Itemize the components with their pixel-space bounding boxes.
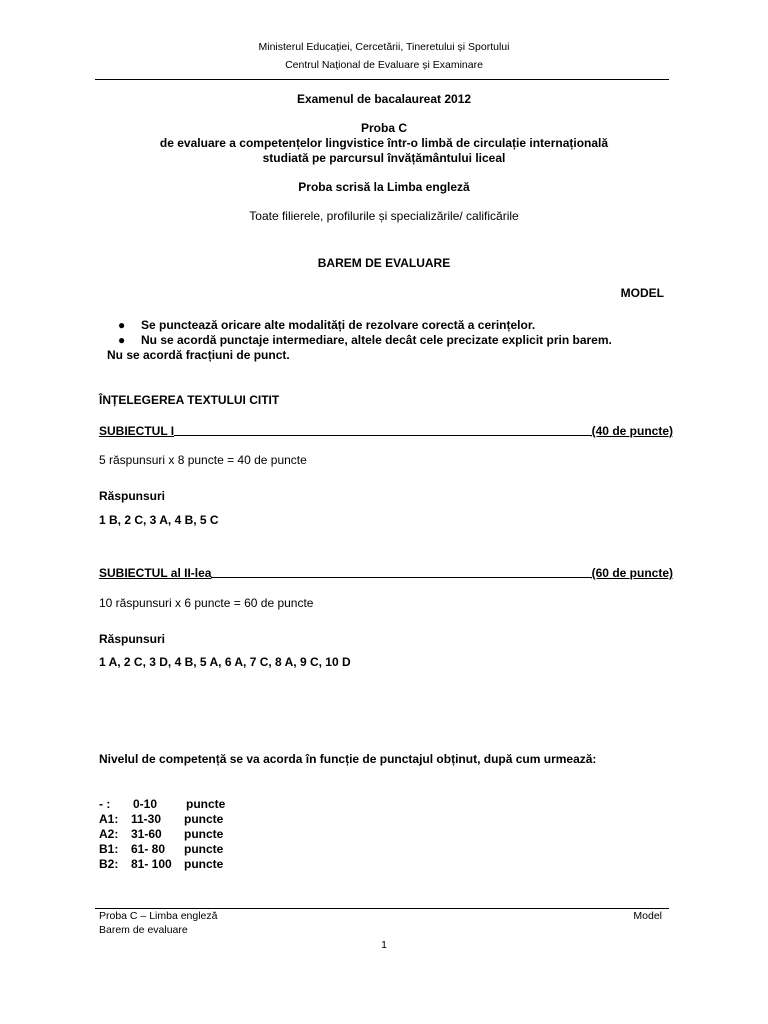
level-code: A1: bbox=[99, 812, 119, 826]
level-code: B2: bbox=[99, 857, 119, 871]
bullet-icon: ● bbox=[118, 333, 126, 347]
subject2-points: (60 de puncte) bbox=[591, 566, 673, 580]
subject2-answers: 1 A, 2 C, 3 D, 4 B, 5 A, 6 A, 7 C, 8 A, 9 C, 10 D bbox=[99, 655, 351, 669]
subject2-header bbox=[99, 566, 673, 580]
written-test-title: Proba scrisă la Limba engleză bbox=[298, 180, 470, 194]
subject1-answers-label: Răspunsuri bbox=[99, 489, 166, 503]
level-unit: puncte bbox=[184, 857, 224, 871]
level-range: 31-60 bbox=[131, 827, 162, 841]
level-intro: Nivelul de competență se va acorda în funcție de punctajul obținut, după cum urmează: bbox=[99, 752, 597, 766]
no-fractions-note: Nu se acordă fracțiuni de punct. bbox=[107, 348, 290, 362]
header-divider bbox=[95, 79, 669, 80]
level-row bbox=[99, 797, 225, 811]
level-range: 11-30 bbox=[131, 812, 162, 826]
subject2-underline bbox=[211, 566, 591, 578]
footer-model: Model bbox=[633, 910, 662, 922]
level-row bbox=[99, 812, 223, 826]
subject1-answers: 1 B, 2 C, 3 A, 4 B, 5 C bbox=[99, 513, 219, 527]
level-code: B1: bbox=[99, 842, 119, 856]
subject2-scoring: 10 răspunsuri x 6 puncte = 60 de puncte bbox=[99, 596, 314, 610]
proba-title: Proba C bbox=[360, 121, 407, 135]
level-row bbox=[99, 827, 223, 841]
subject1-points: (40 de puncte) bbox=[591, 424, 673, 438]
subject2-label: SUBIECTUL al II-lea bbox=[99, 566, 212, 580]
level-unit: puncte bbox=[184, 812, 224, 826]
footer-divider bbox=[95, 908, 669, 909]
bullet-icon: ● bbox=[118, 318, 126, 332]
level-range: 0-10 bbox=[133, 797, 158, 811]
subject1-label: SUBIECTUL I bbox=[99, 424, 175, 438]
exam-title: Examenul de bacalaureat 2012 bbox=[296, 92, 472, 106]
level-row bbox=[99, 842, 223, 856]
level-code: - : bbox=[99, 797, 111, 811]
rule-item: Nu se acordă punctaje intermediare, altele decât cele precizate explicit prin barem. bbox=[141, 333, 612, 347]
level-row bbox=[99, 857, 223, 871]
filiere-line: Toate filierele, profilurile și specializările/ calificările bbox=[249, 209, 519, 223]
level-range: 81- 100 bbox=[131, 857, 172, 871]
page-number: 1 bbox=[381, 939, 387, 951]
center-name: Centrul Național de Evaluare și Examinare bbox=[285, 59, 483, 71]
level-unit: puncte bbox=[184, 842, 224, 856]
footer-proba: Proba C – Limba engleză bbox=[99, 910, 218, 922]
proba-description-line1: de evaluare a competențelor lingvistice într-o limbă de circulație internațională bbox=[159, 136, 609, 150]
rule-item: Se punctează oricare alte modalități de rezolvare corectă a cerințelor. bbox=[141, 318, 536, 332]
level-range: 61- 80 bbox=[131, 842, 166, 856]
model-label: MODEL bbox=[620, 286, 664, 300]
section-title: ÎNȚELEGEREA TEXTULUI CITIT bbox=[99, 393, 280, 407]
proba-description-line2: studiată pe parcursul învățământului liceal bbox=[262, 151, 506, 165]
barem-title: BAREM DE EVALUARE bbox=[317, 256, 451, 270]
subject2-answers-label: Răspunsuri bbox=[99, 632, 166, 646]
ministry-name: Ministerul Educației, Cercetării, Tineretului și Sportului bbox=[258, 41, 510, 53]
level-unit: puncte bbox=[186, 797, 226, 811]
level-code: A2: bbox=[99, 827, 119, 841]
footer-barem: Barem de evaluare bbox=[99, 924, 188, 936]
level-unit: puncte bbox=[184, 827, 224, 841]
subject1-scoring: 5 răspunsuri x 8 puncte = 40 de puncte bbox=[99, 453, 307, 467]
subject1-underline bbox=[174, 424, 592, 436]
subject1-header bbox=[99, 424, 673, 438]
